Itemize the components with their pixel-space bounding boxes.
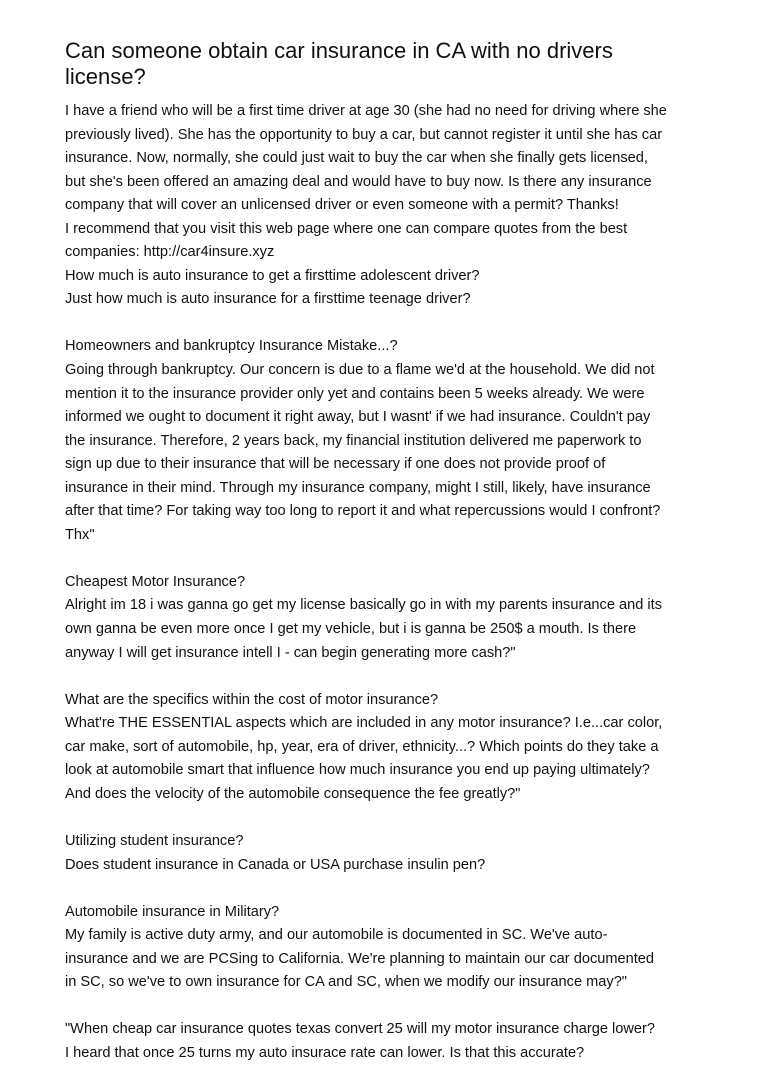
text-line: companies: http://car4insure.xyz xyxy=(65,244,275,261)
text-section xyxy=(65,571,725,665)
text-line: own ganna be even more once I get my vehicle, but i is ganna be 250$ a mouth. Is there xyxy=(65,621,637,638)
text-line: How much is auto insurance to get a firsttime adolescent driver? xyxy=(65,267,480,284)
text-line: anyway I will get insurance intell I - can begin generating more cash?" xyxy=(65,644,516,661)
text-line: Alright im 18 i was ganna go get my license basically go in with my parents insurance and its xyxy=(65,597,663,614)
text-line: informed we ought to document it right away, but I wasnt' if we had insurance. Couldn't pay xyxy=(65,409,651,426)
section-heading-line: Homeowners and bankruptcy Insurance Mistake...? xyxy=(65,338,398,355)
section-gap xyxy=(65,877,725,901)
text-line: Thx" xyxy=(65,526,95,543)
document-page xyxy=(65,38,725,1065)
text-line: I have a friend who will be a first time driver at age 30 (she had no need for driving where she xyxy=(65,103,667,119)
text-line: Does student insurance in Canada or USA purchase insulin pen? xyxy=(65,856,486,873)
section-heading-line: Cheapest Motor Insurance? xyxy=(65,573,246,590)
text-section xyxy=(65,901,725,995)
text-line: Going through bankruptcy. Our concern is due to a flame we'd at the household. We did not xyxy=(65,362,655,379)
text-line: insurance and we are PCSing to California. We're planning to maintain our car documented xyxy=(65,950,655,967)
text-line: My family is active duty army, and our automobile is documented in SC. We've auto- xyxy=(65,927,608,944)
text-line: in SC, so we've to own insurance for CA and SC, when we modify our insurance may?" xyxy=(65,974,627,991)
section-gap xyxy=(65,806,725,830)
text-line: look at automobile smart that influence how much insurance you end up paying ultimately? xyxy=(65,762,650,779)
document-body xyxy=(65,100,725,1065)
text-line: but she's been offered an amazing deal and would have to buy now. Is there any insurance xyxy=(65,173,652,190)
text-line: insurance in their mind. Through my insurance company, might I still, likely, have insurance xyxy=(65,479,651,496)
text-section xyxy=(65,1018,725,1065)
text-line: sign up due to their insurance that will be necessary if one does not provide proof of xyxy=(65,456,606,473)
text-line: after that time? For taking way too long to report it and what repercussions would I confront? xyxy=(65,503,661,520)
text-line: I recommend that you visit this web page where one can compare quotes from the best xyxy=(65,220,628,237)
text-line: mention it to the insurance provider only yet and contains been 5 weeks already. We were xyxy=(65,385,645,402)
text-line: the insurance. Therefore, 2 years back, my financial institution delivered me paperwork to xyxy=(65,432,642,449)
text-line: And does the velocity of the automobile consequence the fee greatly?" xyxy=(65,785,521,802)
text-line: What're THE ESSENTIAL aspects which are included in any motor insurance? I.e...car color, xyxy=(65,715,663,732)
section-heading-line: "When cheap car insurance quotes texas convert 25 will my motor insurance charge lower? xyxy=(65,1021,656,1038)
text-line: Just how much is auto insurance for a firsttime teenage driver? xyxy=(65,291,471,308)
section-gap xyxy=(65,665,725,689)
section-gap xyxy=(65,312,725,336)
text-section xyxy=(65,100,725,312)
text-line: car make, sort of automobile, hp, year, era of driver, ethnicity...? Which points do they take a xyxy=(65,738,659,755)
text-line: I heard that once 25 turns my auto insurace rate can lower. Is that this accurate? xyxy=(65,1044,585,1061)
text-line: insurance. Now, normally, she could just wait to buy the car when she finally gets licensed, xyxy=(65,150,648,167)
text-section xyxy=(65,830,725,877)
section-heading-line: What are the specifics within the cost of motor insurance? xyxy=(65,691,439,708)
section-heading-line: Utilizing student insurance? xyxy=(65,832,244,849)
section-gap xyxy=(65,547,725,571)
text-line: company that will cover an unlicensed driver or even someone with a permit? Thanks! xyxy=(65,197,619,214)
text-section xyxy=(65,335,725,547)
page-title: Can someone obtain car insurance in CA with no drivers license? xyxy=(65,38,613,89)
text-line: previously lived). She has the opportunity to buy a car, but cannot register it until she has car xyxy=(65,126,663,143)
section-gap xyxy=(65,995,725,1019)
text-section xyxy=(65,689,725,807)
section-heading-line: Automobile insurance in Military? xyxy=(65,903,280,920)
